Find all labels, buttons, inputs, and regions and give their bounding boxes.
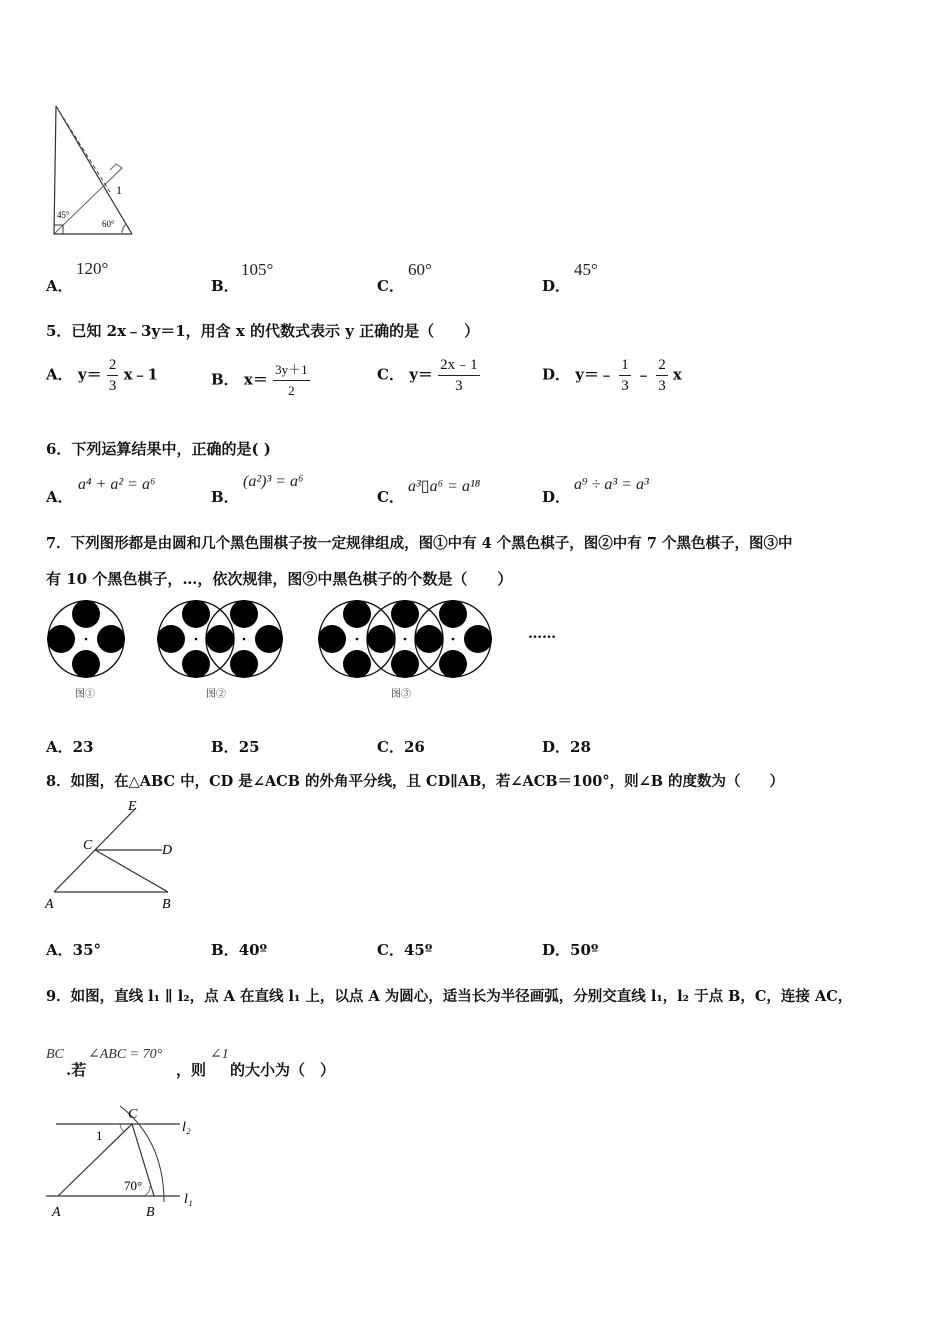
q6-option-d-expr: a⁹ ÷ a³ = a³ (574, 476, 649, 493)
q6-option-a-expr: a⁴ + a² = a⁶ (78, 476, 156, 493)
q8-option-b[interactable]: B．40º (211, 941, 268, 959)
q9-label-b: B (146, 1205, 155, 1220)
q8-option-c[interactable]: C．45º (377, 941, 433, 959)
q9-label-angle1: 1 (96, 1128, 103, 1143)
q4-option-b-value: 105° (241, 260, 274, 279)
q5-option-c[interactable]: C． y＝ $\frac{2x﹣1}{3}$ (377, 357, 478, 394)
q8-triangle-figure (42, 798, 192, 916)
q8-label-e: E (128, 799, 137, 814)
q7-figure-1 (47, 600, 125, 678)
q5-stem: 5．已知 2x﹣3y＝1，用含 x 的代数式表示 y 正确的是（ ） (46, 322, 480, 340)
q9-parallel-lines-figure (40, 1100, 210, 1222)
q7-stem-line1: 7．下列图形都是由圆和几个黑色围棋子按一定规律组成，图①中有 4 个黑色棋子，图②中有 7 个黑色棋子，图③中 (46, 535, 793, 552)
q8-label-c: C (83, 838, 93, 853)
q7-figure-2 (157, 600, 283, 678)
q9-bc-label: BC (46, 1047, 64, 1062)
q7-fig3-label: 图③ (391, 689, 411, 700)
q9-label-l1: l₁ (184, 1192, 193, 1207)
q9-label-a: A (52, 1205, 61, 1220)
q4-triangle-figure (44, 100, 144, 240)
q5-option-d[interactable]: D． y＝﹣ $\frac{1}{3}$ ﹣ $\frac{2}{3}$ x (542, 357, 682, 394)
q6-option-b[interactable]: B． (211, 488, 239, 506)
q9-if-text: .若 (66, 1061, 87, 1079)
q4-label-angle60: 60° (102, 219, 115, 229)
q9-then-text: ，则 (176, 1061, 207, 1079)
q5-option-b[interactable]: B． x＝ $\frac{3y+1}{2}$ (211, 362, 308, 398)
q8-label-b: B (162, 897, 171, 912)
q7-fig2-label: 图② (206, 689, 226, 700)
q7-option-c[interactable]: C．26 (377, 738, 425, 756)
q9-angle-abc: ∠ABC = 70° (88, 1047, 163, 1062)
q7-option-b[interactable]: B．25 (211, 738, 260, 756)
q7-ellipsis: …… (528, 626, 556, 642)
q5-option-a[interactable]: A． y＝ $\frac{2}{3}$ x﹣1 (46, 357, 158, 394)
q4-option-d[interactable]: D． (542, 277, 571, 295)
q9-label-c: C (128, 1107, 138, 1122)
q8-stem: 8．如图，在△ABC 中，CD 是∠ACB 的外角平分线，且 CD∥AB，若∠ACB＝100°，则∠B 的度数为（ ） (46, 773, 785, 790)
q4-option-d-value: 45° (574, 260, 598, 279)
q4-label-angle45: 45° (57, 210, 70, 220)
q9-label-70: 70° (124, 1178, 143, 1193)
q7-go-stones-figures (44, 596, 584, 706)
q7-figure-3 (318, 600, 492, 678)
q4-option-c[interactable]: C． (377, 277, 404, 295)
q9-angle-1: ∠1 (210, 1047, 229, 1062)
q4-option-a-value: 120° (76, 259, 109, 278)
q8-label-a: A (45, 897, 54, 912)
q6-option-c-expr: a³▯a⁶ = a¹⁸ (408, 478, 481, 495)
q9-stem-line1: 9．如图，直线 l₁ ∥ l₂，点 A 在直线 l₁ 上，以点 A 为圆心，适当长为半径画弧，分别交直线 l₁，l₂ 于点 B，C，连接 AC， (46, 988, 853, 1005)
q7-option-a[interactable]: A．23 (46, 738, 94, 756)
q6-option-c[interactable]: C． (377, 488, 404, 506)
q4-option-b[interactable]: B． (211, 277, 239, 295)
q8-option-d[interactable]: D．50º (542, 941, 599, 959)
q8-label-d: D (162, 843, 173, 858)
q6-option-b-expr: (a²)³ = a⁶ (243, 473, 304, 490)
q8-option-a[interactable]: A．35° (46, 941, 102, 959)
q7-stem-line2: 有 10 个黑色棋子，…，依次规律，图⑨中黑色棋子的个数是（ ） (46, 570, 513, 588)
q6-option-a[interactable]: A． (46, 488, 73, 506)
q4-label-angle1: 1 (116, 183, 122, 197)
q6-stem: 6．下列运算结果中，正确的是( ) (46, 440, 271, 458)
q6-option-d[interactable]: D． (542, 488, 571, 506)
q7-option-d[interactable]: D．28 (542, 738, 591, 756)
q9-label-l2: l₂ (182, 1120, 191, 1135)
q4-option-a[interactable]: A． (46, 277, 73, 295)
q7-fig1-label: 图① (75, 689, 95, 700)
q9-tail-text: 的大小为（ ） (230, 1061, 336, 1079)
q4-option-c-value: 60° (408, 260, 432, 279)
